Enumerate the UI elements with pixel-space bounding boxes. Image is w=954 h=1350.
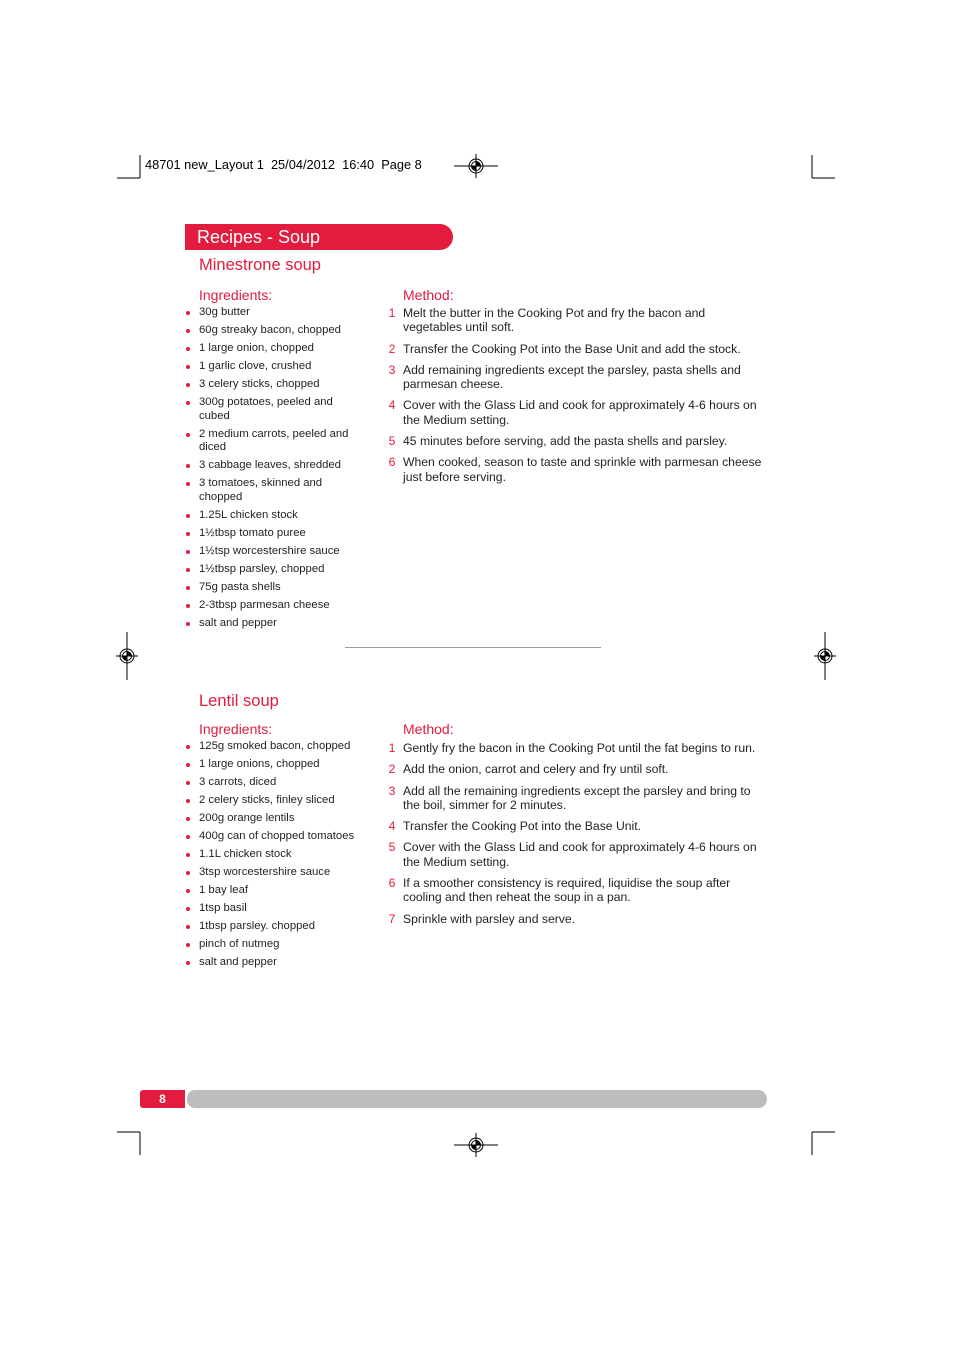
ingredient-text: 1.25L chicken stock	[199, 508, 298, 521]
crop-mark-top-left	[117, 155, 140, 178]
ingredient-item	[184, 866, 359, 880]
step-number: 1	[388, 741, 396, 755]
ingredient-item	[184, 527, 359, 541]
ingredient-text: 1tbsp parsley. chopped	[199, 920, 315, 932]
ingredient-text: 3tsp worcestershire sauce	[199, 866, 331, 878]
method-step	[385, 455, 764, 484]
registration-mark-top	[454, 154, 498, 178]
ingredient-item	[184, 581, 359, 595]
method-step	[385, 876, 764, 905]
ingredient-text: 400g can of chopped tomatoes	[199, 830, 355, 842]
ingredient-text: 2 celery sticks, finley sliced	[199, 794, 335, 806]
step-text: Melt the butter in the Cooking Pot and fry the bacon and vegetables until soft.	[403, 306, 706, 335]
registration-mark-bottom	[454, 1133, 498, 1157]
ingredient-item	[184, 563, 359, 577]
step-text: 45 minutes before serving, add the pasta shells and parsley.	[403, 434, 728, 449]
bullet-icon	[186, 433, 190, 437]
ingredient-item	[184, 477, 359, 504]
method-label: Method:	[403, 721, 454, 737]
step-number: 7	[388, 911, 396, 926]
bullet-icon	[186, 383, 190, 387]
bullet-icon	[186, 943, 190, 947]
bullet-icon	[186, 329, 190, 333]
bullet-icon	[186, 586, 190, 590]
ingredient-list	[184, 306, 359, 635]
bullet-icon	[186, 482, 190, 486]
step-number: 5	[388, 434, 396, 449]
method-label: Method:	[403, 287, 454, 303]
bullet-icon	[186, 907, 190, 911]
ingredient-text: 200g orange lentils	[199, 812, 295, 824]
step-text: Transfer the Cooking Pot into the Base Unit.	[403, 819, 642, 834]
ingredient-text: 300g potatoes, peeled and cubed	[199, 396, 333, 422]
ingredient-text: 1½tbsp parsley, chopped	[199, 562, 325, 575]
step-text: Add the onion, carrot and celery and fry until soft.	[403, 762, 669, 777]
ingredient-item	[184, 794, 359, 808]
ingredient-item	[184, 396, 359, 423]
ingredient-text: 125g smoked bacon, chopped	[199, 740, 351, 752]
method-list	[385, 306, 764, 491]
step-number: 6	[388, 455, 396, 470]
ingredient-item	[184, 545, 359, 559]
step-number: 6	[388, 876, 396, 891]
page-number: 8	[140, 1090, 185, 1108]
ingredient-item	[184, 360, 359, 374]
ingredient-item	[184, 812, 359, 826]
method-step	[385, 762, 764, 776]
bullet-icon	[186, 961, 190, 965]
ingredient-item	[184, 902, 359, 916]
footer-bar	[187, 1090, 767, 1108]
ingredient-text: 3 celery sticks, chopped	[199, 378, 320, 390]
step-text: If a smoother consistency is required, liquidise the soup after cooling and then reheat the soup in a pan.	[403, 876, 731, 905]
ingredients-label: Ingredients:	[199, 287, 273, 303]
ingredient-item	[184, 956, 359, 970]
step-number: 2	[388, 762, 396, 777]
bullet-icon	[186, 532, 190, 536]
step-number: 4	[388, 819, 396, 834]
registration-mark-right	[814, 632, 836, 680]
step-number: 5	[388, 840, 396, 855]
bullet-icon	[186, 889, 190, 893]
bullet-icon	[186, 604, 190, 608]
step-number: 3	[388, 783, 396, 798]
bullet-icon	[186, 817, 190, 821]
bullet-icon	[186, 464, 190, 468]
ingredient-item	[184, 758, 359, 772]
method-step	[385, 819, 764, 833]
ingredient-text: 2-3tbsp parmesan cheese	[199, 598, 330, 611]
step-text: When cooked, season to taste and sprinkle with parmesan cheese just before serving.	[403, 455, 762, 484]
ingredient-item	[184, 324, 359, 338]
ingredient-text: 1 large onions, chopped	[199, 758, 320, 770]
ingredient-item	[184, 342, 359, 356]
method-step	[385, 840, 764, 869]
ingredient-text: salt and pepper	[199, 956, 277, 968]
ingredient-item	[184, 830, 359, 844]
bullet-icon	[186, 568, 190, 572]
step-text: Add all the remaining ingredients except the parsley and bring to the boil, simmer for 2 minutes.	[403, 783, 751, 812]
crop-mark-top-right	[812, 155, 835, 178]
ingredient-list	[184, 740, 359, 974]
bullet-icon	[186, 311, 190, 315]
ingredient-text: 1tsp basil	[199, 902, 247, 914]
step-number: 4	[388, 398, 396, 413]
print-slug-line: 48701 new_Layout 1 25/04/2012 16:40 Page 8	[145, 157, 422, 172]
ingredient-item	[184, 428, 359, 455]
ingredient-item	[184, 938, 359, 952]
ingredient-item	[184, 848, 359, 862]
crop-mark-bottom-left	[117, 1132, 140, 1155]
recipe-title: Lentil soup	[199, 692, 279, 710]
ingredient-item	[184, 509, 359, 523]
step-text: Transfer the Cooking Pot into the Base Unit and add the stock.	[403, 341, 741, 356]
method-step	[385, 363, 764, 392]
registration-mark-left	[116, 632, 138, 680]
bullet-icon	[186, 401, 190, 405]
bullet-icon	[186, 763, 190, 767]
ingredient-text: 75g pasta shells	[199, 580, 281, 593]
ingredient-item	[184, 459, 359, 473]
ingredient-text: pinch of nutmeg	[199, 938, 280, 950]
method-step	[385, 398, 764, 427]
bullet-icon	[186, 799, 190, 803]
crop-mark-bottom-right	[812, 1132, 835, 1155]
method-list	[385, 741, 764, 933]
ingredient-item	[184, 306, 359, 320]
ingredient-item	[184, 599, 359, 613]
ingredient-item	[184, 776, 359, 790]
step-text: Gently fry the bacon in the Cooking Pot until the fat begins to run.	[403, 741, 756, 755]
ingredient-text: 60g streaky bacon, chopped	[199, 324, 341, 336]
bullet-icon	[186, 871, 190, 875]
ingredient-item	[184, 740, 359, 754]
method-step	[385, 342, 764, 356]
bullet-icon	[186, 347, 190, 351]
bullet-icon	[186, 745, 190, 749]
ingredient-text: salt and pepper	[199, 616, 277, 629]
step-text: Sprinkle with parsley and serve.	[403, 911, 576, 926]
bullet-icon	[186, 835, 190, 839]
recipe-title: Minestrone soup	[199, 256, 321, 274]
step-number: 1	[388, 306, 396, 320]
ingredient-text: 1½tbsp tomato puree	[199, 526, 306, 539]
bullet-icon	[186, 622, 190, 626]
ingredient-text: 3 cabbage leaves, shredded	[199, 459, 341, 471]
method-step	[385, 784, 764, 813]
step-text: Add remaining ingredients except the parsley, pasta shells and parmesan cheese.	[403, 362, 741, 392]
ingredient-text: 1 garlic clove, crushed	[199, 360, 312, 372]
ingredient-item	[184, 617, 359, 631]
ingredient-item	[184, 378, 359, 392]
bullet-icon	[186, 365, 190, 369]
bullet-icon	[186, 925, 190, 929]
ingredient-text: 1 large onion, chopped	[199, 342, 314, 354]
ingredients-label: Ingredients:	[199, 721, 273, 737]
bullet-icon	[186, 853, 190, 857]
ingredient-text: 3 tomatoes, skinned and chopped	[199, 477, 323, 503]
ingredient-text: 30g butter	[199, 306, 250, 318]
method-step	[385, 741, 764, 755]
method-step	[385, 434, 764, 448]
section-title: Recipes - Soup	[197, 227, 321, 247]
step-number: 2	[388, 341, 396, 356]
step-text: Cover with the Glass Lid and cook for approximately 4-6 hours on the Medium setting.	[403, 840, 757, 869]
step-text: Cover with the Glass Lid and cook for approximately 4-6 hours on the Medium setting.	[403, 398, 757, 427]
ingredient-item	[184, 884, 359, 898]
section-header-bar	[185, 224, 453, 250]
ingredient-text: 1.1L chicken stock	[199, 848, 292, 860]
ingredient-item	[184, 920, 359, 934]
section-divider	[345, 647, 601, 648]
bullet-icon	[186, 781, 190, 785]
ingredient-text: 1½tsp worcestershire sauce	[199, 544, 340, 557]
method-step	[385, 912, 764, 926]
method-step	[385, 306, 764, 335]
step-number: 3	[388, 362, 396, 377]
bullet-icon	[186, 514, 190, 518]
ingredient-text: 2 medium carrots, peeled and diced	[199, 427, 349, 453]
bullet-icon	[186, 550, 190, 554]
ingredient-text: 1 bay leaf	[199, 884, 248, 896]
ingredient-text: 3 carrots, diced	[199, 776, 277, 788]
